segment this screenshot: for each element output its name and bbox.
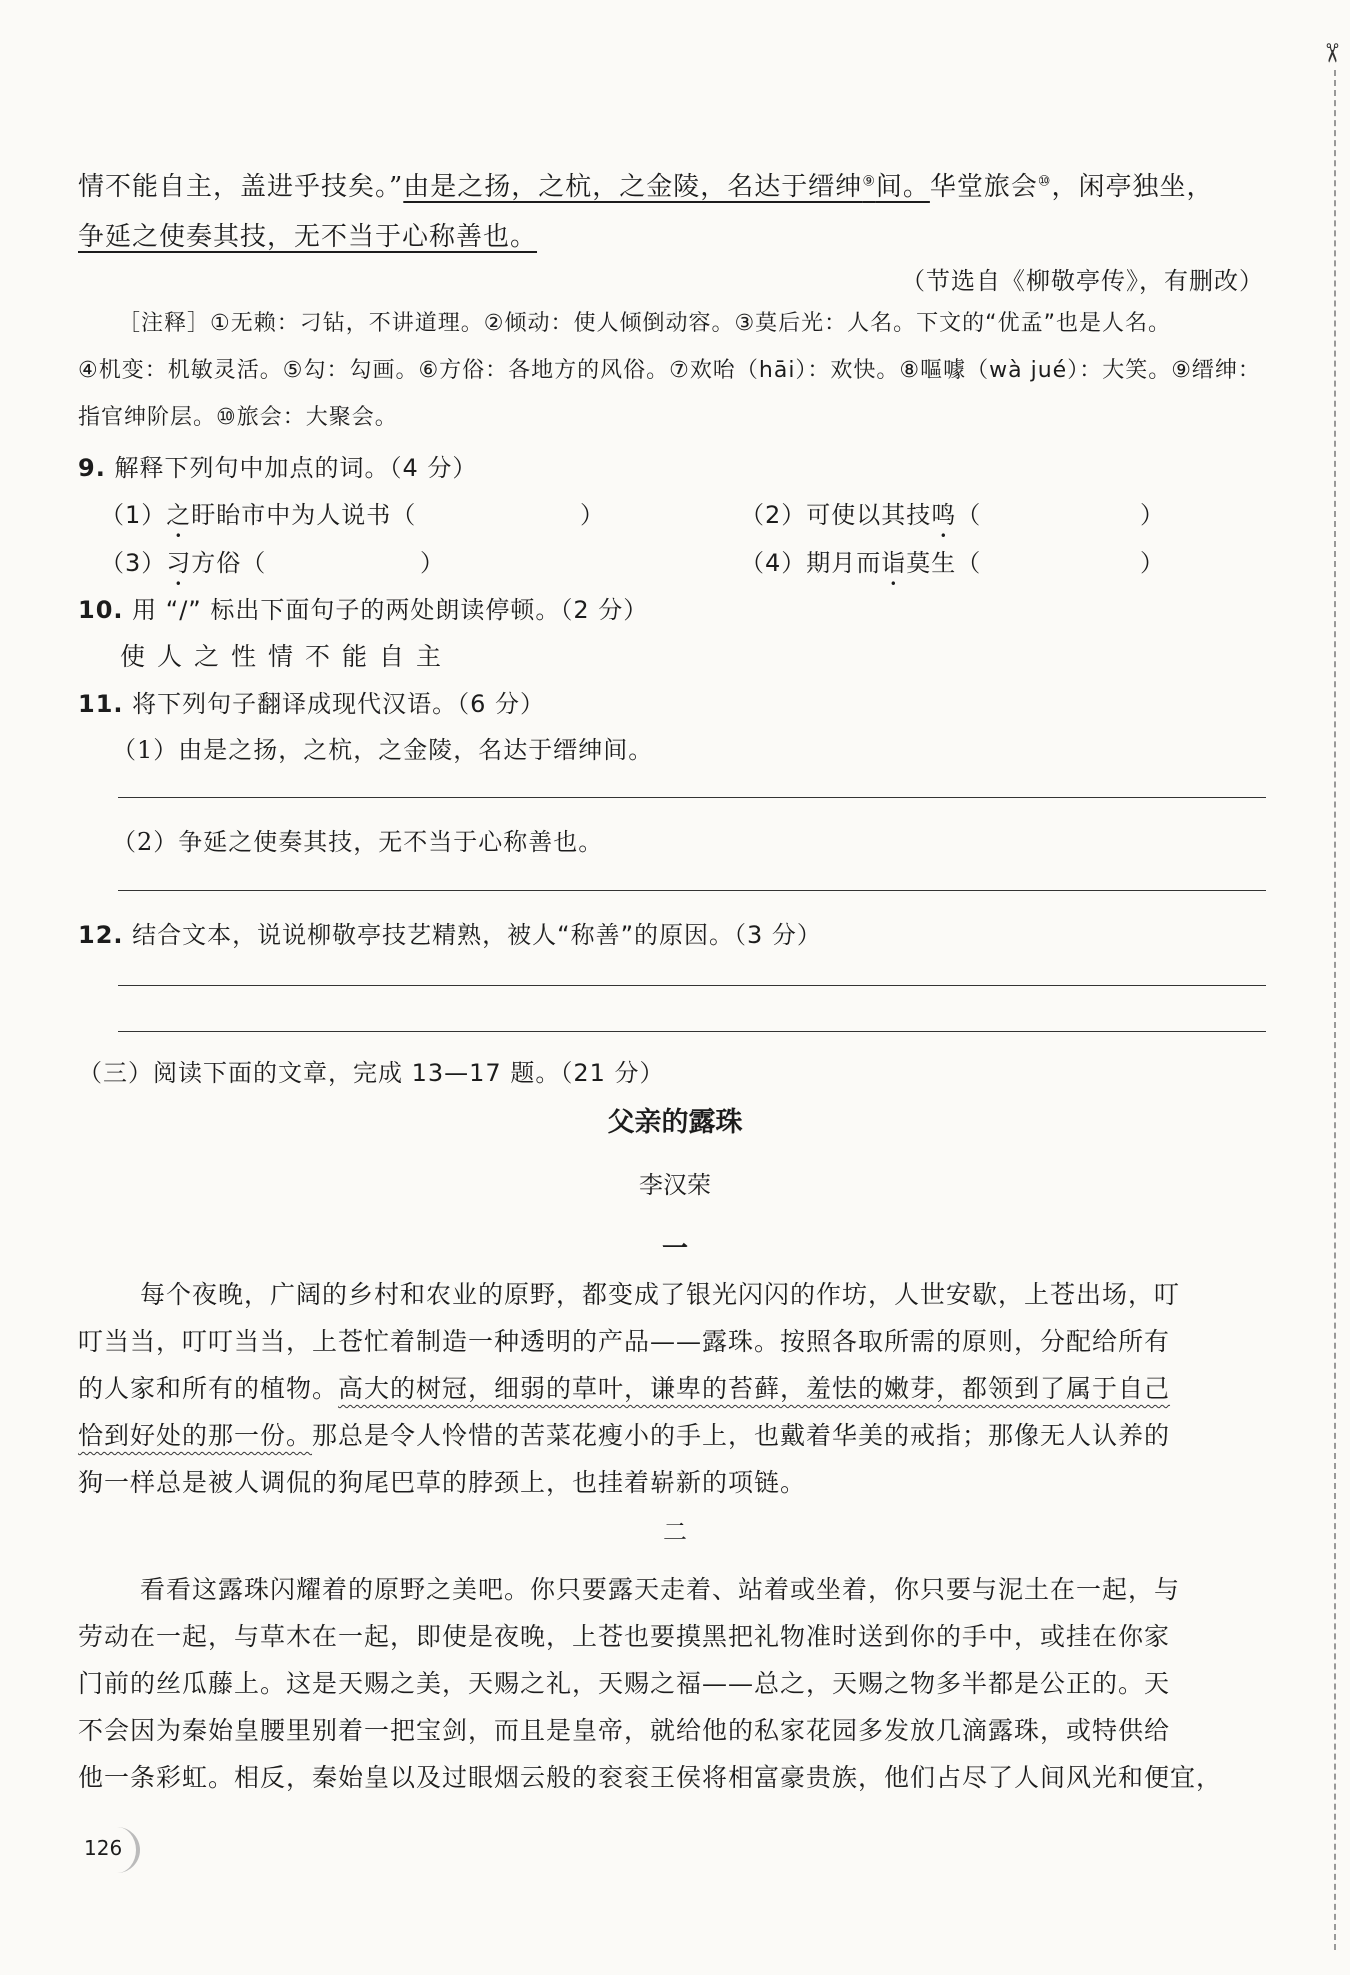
scissors-icon: ✂ (1316, 42, 1347, 64)
question-12: 12. 结合文本，说说柳敬亭技艺精熟，被人“称善”的原因。（3 分） (78, 921, 822, 949)
notes-line-3: 指官绅阶层。⑩旅会：大聚会。 (78, 405, 398, 430)
part-1-line-5: 狗一样总是被人调侃的狗尾巴草的脖颈上，也挂着崭新的项链。 (78, 1468, 807, 1497)
q9-item-4: （4）期月而诣莫生（ (740, 549, 982, 577)
question-10: 10. 用 “/” 标出下面句子的两处朗读停顿。（2 分） (78, 596, 649, 624)
part-1-line-1: 每个夜晚，广阔的乡村和农业的原野，都变成了银光闪闪的作坊，人世安歇，上苍出场，叮 (140, 1280, 1181, 1309)
q12-answer-line-2[interactable] (118, 1031, 1266, 1032)
part-2-line-1: 看看这露珠闪耀着的原野之美吧。你只要露天走着、站着或坐着，你只要与泥土在一起，与 (140, 1575, 1181, 1604)
article-title: 父亲的露珠 (607, 1107, 743, 1138)
part-2-line-5: 他一条彩虹。相反，秦始皇以及过眼烟云般的衮衮王侯将相富豪贵族，他们占尽了人间风光和便宜， (78, 1763, 1223, 1792)
part-1-heading: 一 (661, 1234, 688, 1264)
source-note: （节选自《柳敬亭传》，有删改） (901, 267, 1264, 295)
notes-line-1: ［注释］①无赖：刁钻，不讲道理。②倾动：使人倾倒动容。③莫后光：人名。下文的“优孟”也是人名。 (118, 311, 1171, 336)
q9-item-2-blank[interactable]: ） (1140, 501, 1165, 529)
question-9: 9. 解释下列句中加点的词。（4 分） (78, 454, 478, 482)
q11-sentence-1: （1）由是之扬，之杭，之金陵，名达于缙绅间。 (112, 736, 654, 764)
page-number: 126 (84, 1836, 123, 1860)
cut-line (1334, 70, 1336, 1950)
question-11: 11. 将下列句子翻译成现代汉语。（6 分） (78, 690, 546, 718)
q9-item-1-blank[interactable]: ） (580, 501, 605, 529)
q9-item-3-blank[interactable]: ） (420, 549, 445, 577)
q9-item-3: （3）习方俗（ (100, 549, 267, 577)
section-3-heading: （三）阅读下面的文章，完成 13—17 题。（21 分） (78, 1059, 665, 1087)
part-1-line-4: 恰到好处的那一份。那总是令人怜惜的苦菜花瘦小的手上，也戴着华美的戒指；那像无人认养的 (78, 1421, 1171, 1450)
part-2-line-2: 劳动在一起，与草木在一起，即使是夜晚，上苍也要摸黑把礼物准时送到你的手中，或挂在你家 (78, 1622, 1171, 1651)
passage-line-2: 争延之使奏其技，无不当于心称善也。 (78, 222, 538, 252)
part-1-line-2: 叮当当，叮叮当当，上苍忙着制造一种透明的产品——露珠。按照各取所需的原则，分配给所有 (78, 1327, 1171, 1356)
q9-item-2: （2）可使以其技鸣（ (740, 501, 982, 529)
part-1-line-3: 的人家和所有的植物。高大的树冠，细弱的草叶，谦卑的苔藓，羞怯的嫩芽，都领到了属于自己 (78, 1374, 1171, 1403)
q9-item-1: （1）之盱眙市中为人说书（ (100, 501, 417, 529)
part-2-line-3: 门前的丝瓜藤上。这是天赐之美，天赐之礼，天赐之福——总之，天赐之物多半都是公正的。天 (78, 1669, 1171, 1698)
q11-answer-line-1[interactable] (118, 797, 1266, 798)
part-2-line-4: 不会因为秦始皇腰里别着一把宝剑，而且是皇帝，就给他的私家花园多发放几滴露珠，或特供给 (78, 1716, 1171, 1745)
q11-sentence-2: （2）争延之使奏其技，无不当于心称善也。 (112, 828, 604, 856)
q12-answer-line-1[interactable] (118, 985, 1266, 986)
passage-line-1: 情不能自主，盖进乎技矣。”由是之扬，之杭，之金陵，名达于缙绅⑨间。华堂旅会⑩，闲亭独坐， (78, 172, 1214, 202)
q9-item-4-blank[interactable]: ） (1140, 549, 1165, 577)
q10-sentence[interactable]: 使人之性情不能自主 (120, 642, 454, 671)
part-2-heading: 二 (663, 1518, 687, 1546)
notes-line-2: ④机变：机敏灵活。⑤勾：勾画。⑥方俗：各地方的风俗。⑦欢咍（hāi）：欢快。⑧嘔噱（wà jué）：大笑。⑨缙绅： (78, 358, 1261, 383)
article-author: 李汉荣 (639, 1171, 711, 1199)
q11-answer-line-2[interactable] (118, 890, 1266, 891)
